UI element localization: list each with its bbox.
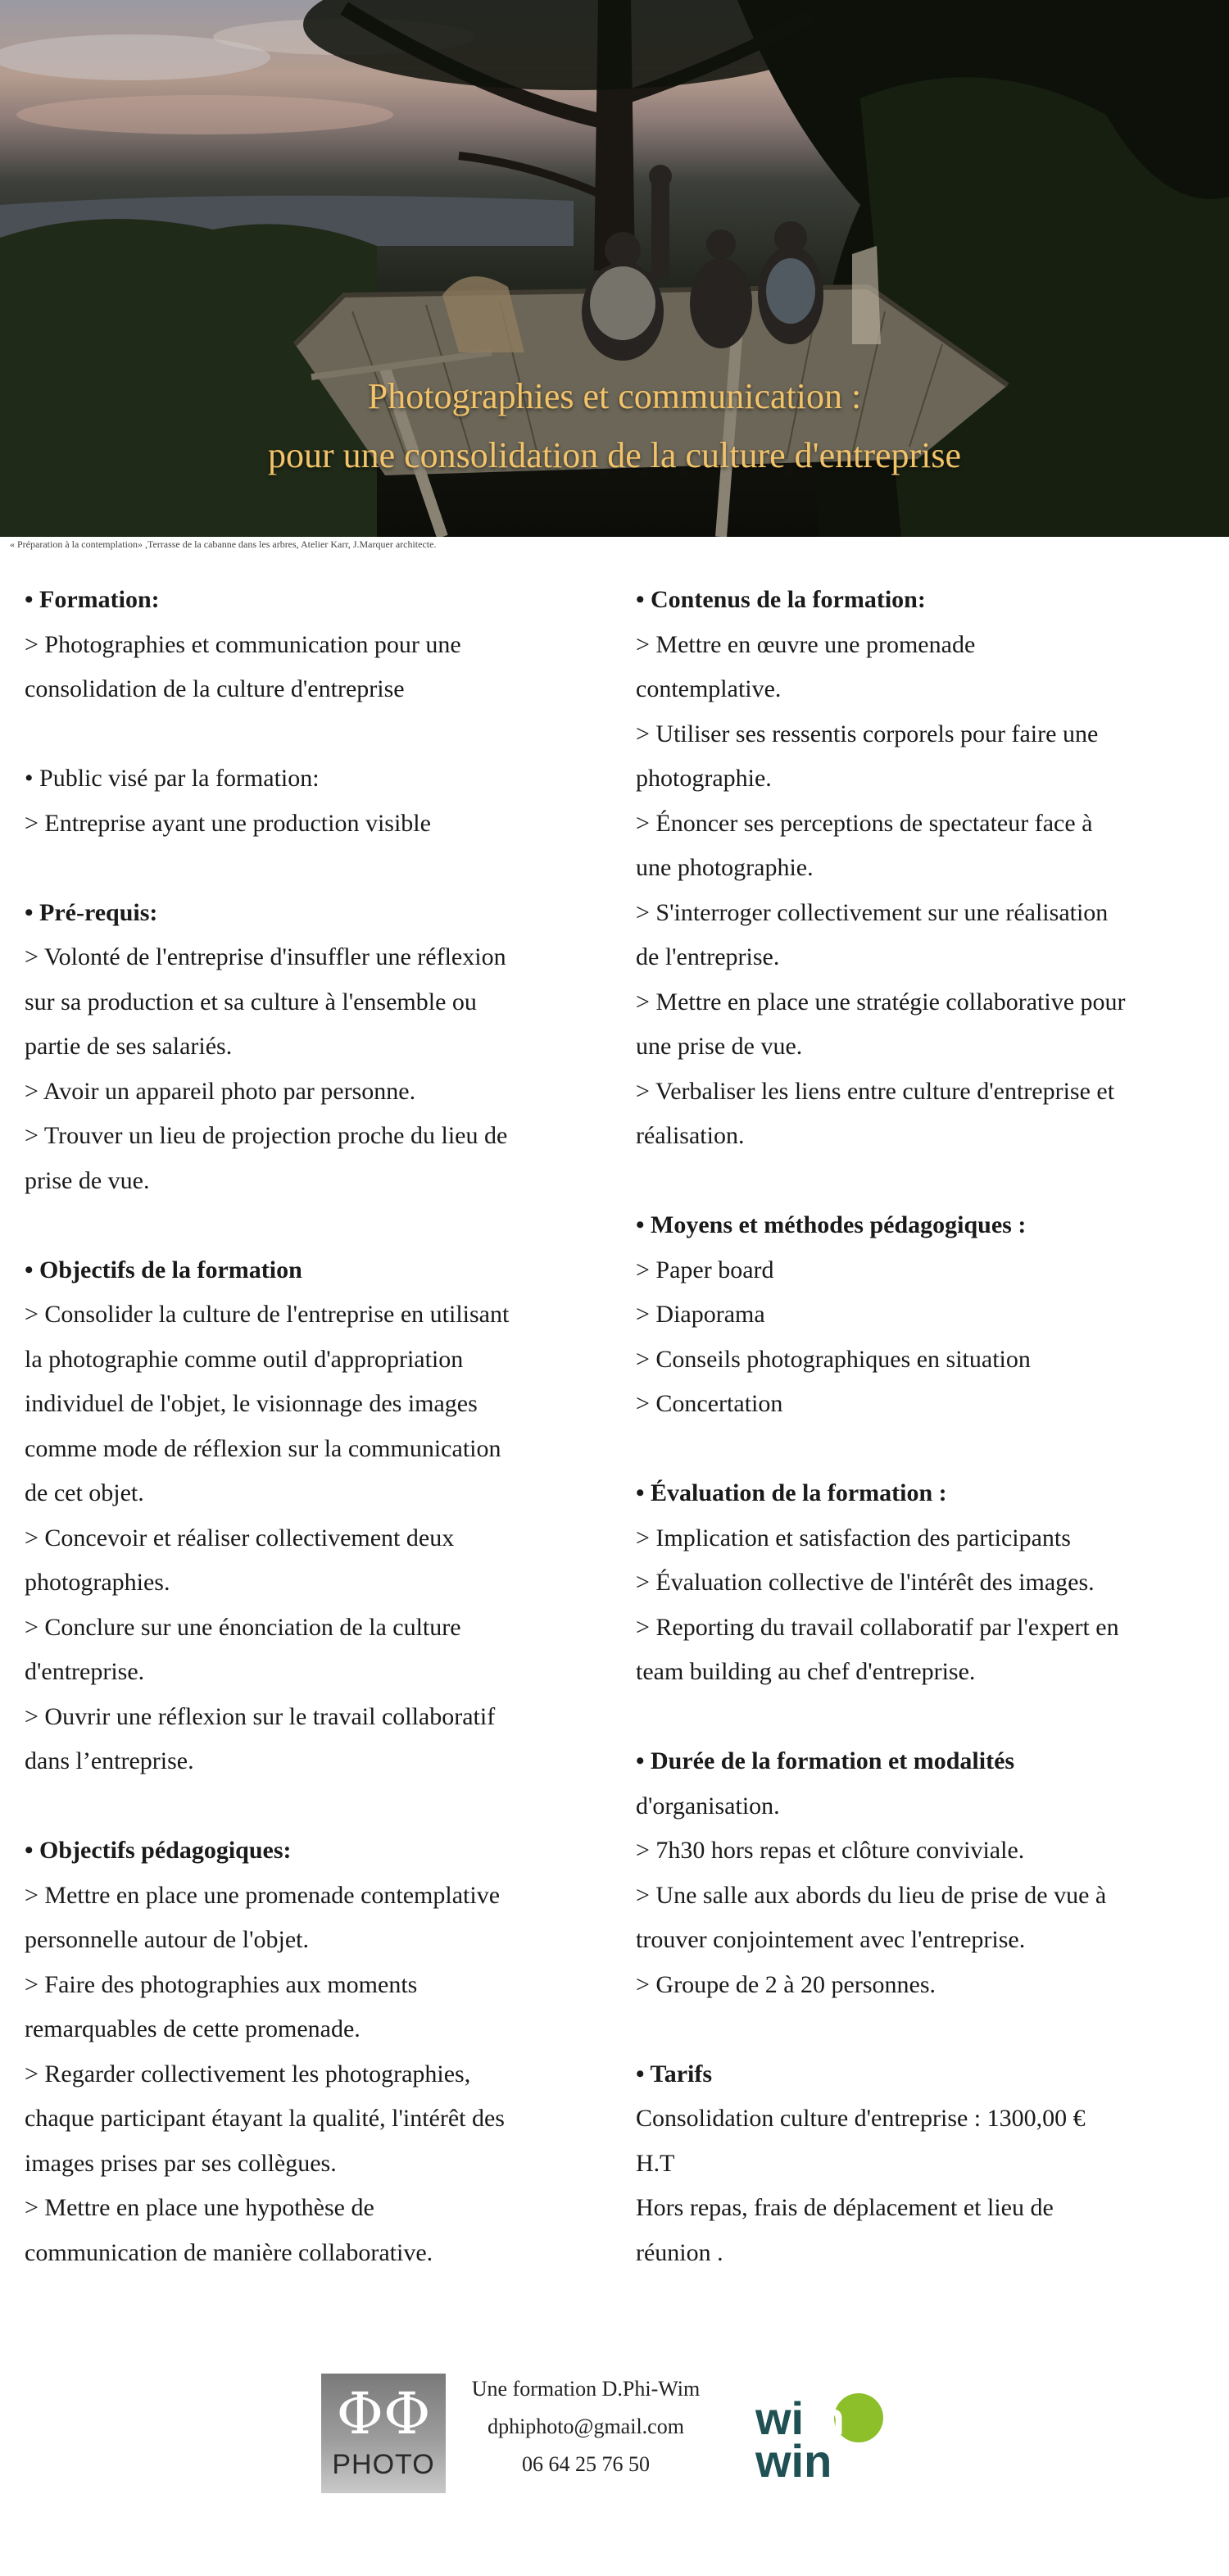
right-section [636, 1203, 1216, 1427]
section-line: > Photographies et communication pour une [25, 630, 461, 658]
section-heading: • Évaluation de la formation : [636, 1479, 947, 1506]
contact-phone: 06 64 25 76 50 [522, 2452, 650, 2476]
section-line: images prises par ses collègues. [25, 2149, 337, 2177]
section-line: > Implication et satisfaction des participants [636, 1524, 1071, 1552]
section-line: > Une salle aux abords du lieu de prise de vue à [636, 1881, 1107, 1909]
section-line: > Avoir un appareil photo par personne. [25, 1077, 416, 1105]
section-line: trouver conjointement avec l'entreprise. [636, 1926, 1026, 1953]
section-line: > Énoncer ses perceptions de spectateur face à [636, 809, 1093, 837]
section-line: > Évaluation collective de l'intérêt des images. [636, 1569, 1095, 1596]
section-line: partie de ses salariés. [25, 1033, 233, 1060]
photo-caption: « Préparation à la contemplation» ,Terrasse de la cabanne dans les arbres, Atelier Karr, J.Marquer architecte. [10, 538, 437, 550]
section-line: > Ouvrir une réflexion sur le travail collaboratif [25, 1702, 496, 1730]
section-line: chaque participant étayant la qualité, l'intérêt des [25, 2105, 505, 2132]
section-heading: • Objectifs pédagogiques: [25, 1837, 292, 1864]
section-line: > Verbaliser les liens entre culture d'entreprise et [636, 1077, 1115, 1105]
section-line: > Mettre en place une promenade contemplative [25, 1881, 501, 1909]
section-line: photographies. [25, 1569, 170, 1596]
section-line: > Mettre en place une hypothèse de [25, 2194, 374, 2221]
left-section [25, 1248, 605, 1784]
section-line: H.T [636, 2149, 675, 2177]
photo-logo-text: PHOTO [332, 2449, 435, 2480]
contact-email[interactable]: dphiphoto@gmail.com [488, 2415, 684, 2438]
phi-logo-symbol: ΦΦ [336, 2380, 431, 2447]
dphi-photo-logo [321, 2374, 446, 2493]
left-section [25, 891, 605, 1204]
section-line: personnelle autour de l'objet. [25, 1926, 309, 1953]
section-line: > Utiliser ses ressentis corporels pour faire une [636, 720, 1099, 747]
section-line: Consolidation culture d'entreprise : 1300,00 € [636, 2105, 1086, 2132]
section-heading: • Objectifs de la formation [25, 1256, 302, 1283]
section-line: communication de manière collaborative. [25, 2238, 433, 2266]
left-section [25, 1829, 605, 2275]
right-column [636, 578, 1216, 2320]
wim-win-logo [752, 2380, 883, 2495]
section-heading: • Pré-requis: [25, 898, 158, 926]
hero-title-line-1: Photographies et communication : [367, 376, 862, 416]
section-heading: • Public visé par la formation: [25, 765, 320, 792]
section-line: > Volonté de l'entreprise d'insuffler une réflexion [25, 943, 506, 970]
hero-title-line-2: pour une consolidation de la culture d'entreprise [267, 435, 962, 475]
section-heading: • Moyens et méthodes pédagogiques : [636, 1211, 1027, 1238]
section-line: de cet objet. [25, 1479, 144, 1506]
hero-photo [0, 0, 1229, 537]
section-line: une photographie. [636, 854, 814, 881]
section-line: > Concertation [636, 1390, 783, 1417]
section-line: réunion . [636, 2238, 723, 2266]
section-line: prise de vue. [25, 1166, 150, 1194]
left-column [25, 578, 605, 2320]
section-line: > Groupe de 2 à 20 personnes. [636, 1970, 936, 1998]
section-line: > Mettre en place une stratégie collaborative pour [636, 988, 1126, 1015]
section-line: > Reporting du travail collaboratif par l'expert en [636, 1613, 1119, 1641]
section-line: > Conclure sur une énonciation de la culture [25, 1613, 461, 1641]
section-line: sur sa production et sa culture à l'ensemble ou [25, 988, 477, 1015]
win-logo-line2: win [755, 2435, 832, 2487]
section-line: > Faire des photographies aux moments [25, 1970, 418, 1998]
section-line: d'entreprise. [25, 1658, 145, 1685]
section-line: > Entreprise ayant une production visible [25, 809, 431, 837]
hero-title [0, 367, 1229, 485]
section-line: réalisation. [636, 1122, 745, 1149]
section-line: > Diaporama [636, 1301, 765, 1328]
section-line: > 7h30 hors repas et clôture conviviale. [636, 1837, 1025, 1864]
section-line: comme mode de réflexion sur la communication [25, 1434, 501, 1462]
section-line: > Trouver un lieu de projection proche du lieu de [25, 1122, 508, 1149]
section-line: la photographie comme outil d'appropriation [25, 1345, 464, 1373]
section-line: dans l’entreprise. [25, 1747, 194, 1774]
left-section [25, 756, 605, 846]
section-line: > Consolider la culture de l'entreprise en utilisant [25, 1301, 510, 1328]
contact-organizer: Une formation D.Phi-Wim [471, 2377, 701, 2401]
section-line: de l'entreprise. [636, 943, 780, 970]
section-line: > Conseils photographiques en situation [636, 1345, 1031, 1373]
section-line: > Mettre en œuvre une promenade [636, 630, 976, 658]
contact-block [442, 2370, 729, 2483]
section-line: > S'interroger collectivement sur une réalisation [636, 898, 1109, 926]
section-line: une prise de vue. [636, 1033, 803, 1060]
section-heading: • Tarifs [636, 2060, 713, 2088]
wim-logo-line1: wim [755, 2392, 845, 2444]
section-heading: • Durée de la formation et modalités [636, 1747, 1015, 1774]
section-line: > Regarder collectivement les photographies, [25, 2060, 471, 2088]
section-line: photographie. [636, 765, 772, 792]
section-heading: • Contenus de la formation: [636, 586, 926, 613]
left-section [25, 578, 605, 712]
section-line: remarquables de cette promenade. [25, 2015, 361, 2042]
section-line: team building au chef d'entreprise. [636, 1658, 976, 1685]
section-line: consolidation de la culture d'entreprise [25, 675, 405, 702]
section-line: contemplative. [636, 675, 782, 702]
right-section [636, 1739, 1216, 2007]
section-line: individuel de l'objet, le visionnage des images [25, 1390, 478, 1417]
right-section [636, 1471, 1216, 1695]
section-line: d'organisation. [636, 1792, 780, 1820]
right-section [636, 578, 1216, 1159]
right-section [636, 2052, 1216, 2276]
section-line: > Paper board [636, 1256, 774, 1283]
section-line: > Concevoir et réaliser collectivement deux [25, 1524, 455, 1552]
footer [0, 2369, 1229, 2500]
section-heading: • Formation: [25, 586, 160, 613]
section-line: Hors repas, frais de déplacement et lieu de [636, 2194, 1054, 2221]
